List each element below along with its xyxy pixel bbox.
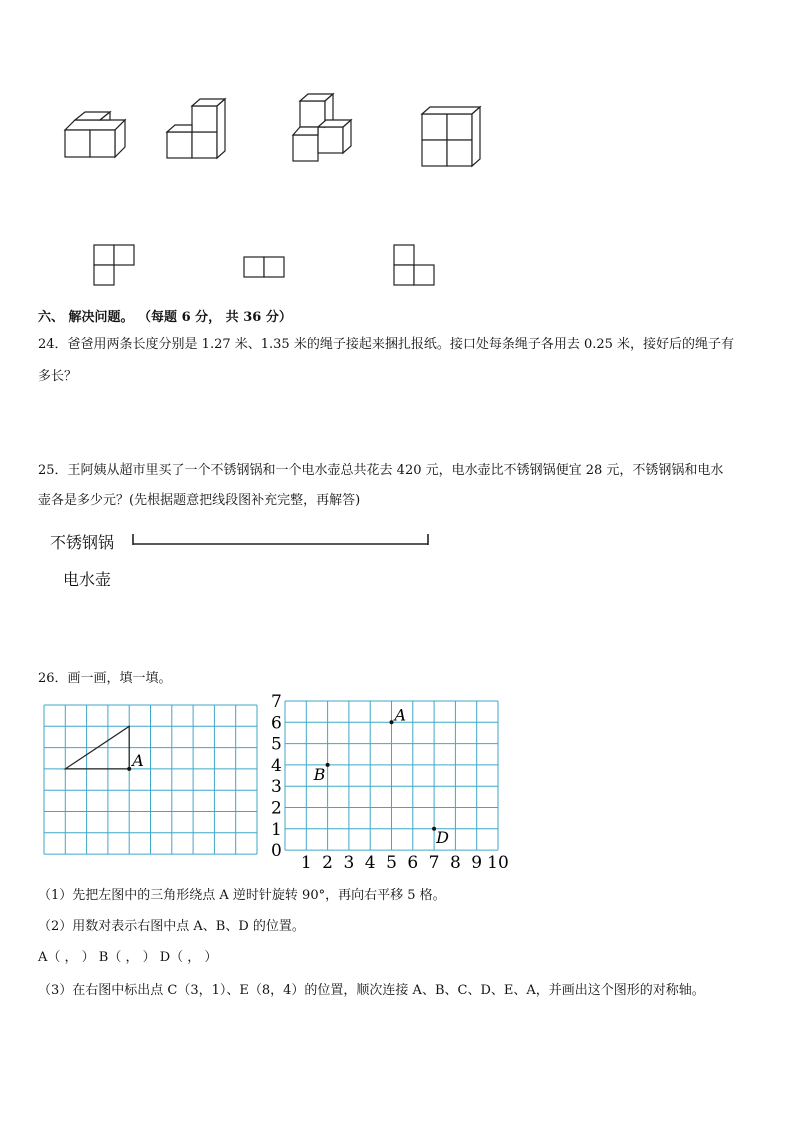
left-grid <box>43 704 258 859</box>
view-figure-2 <box>243 256 287 280</box>
question-26-sub1: （1）先把左图中的三角形绕点 A 逆时针旋转 90°，再向右平移 5 格。 <box>38 888 446 903</box>
point-a-label: A <box>394 705 407 725</box>
cube-figure-4 <box>420 106 485 170</box>
section-heading: 六、 解决问题。 （每题 6 分， 共 36 分） <box>38 310 292 325</box>
point-a <box>390 720 394 724</box>
question-26-title: 26．画一画，填一填。 <box>38 671 172 686</box>
x-tick-label: 2 <box>322 853 334 874</box>
x-tick-label: 3 <box>343 853 355 874</box>
segment-diagram <box>128 530 438 550</box>
point-b-label: B <box>313 764 326 784</box>
x-tick-label: 10 <box>487 853 509 874</box>
point-b <box>326 763 330 767</box>
y-tick-label: 1 <box>271 819 282 840</box>
question-25-line2: 壶各是多少元？(先根据题意把线段图补充完整，再解答) <box>38 493 361 508</box>
y-tick-label: 7 <box>271 692 282 712</box>
y-tick-label: 3 <box>271 777 282 798</box>
x-tick-label: 8 <box>449 853 461 874</box>
point-a-left <box>127 767 131 771</box>
y-tick-label: 4 <box>271 755 282 776</box>
y-tick-label: 5 <box>271 734 282 755</box>
x-tick-label: 6 <box>407 853 419 874</box>
question-24-line1: 24．爸爸用两条长度分别是 1.27 米、1.35 米的绳子接起来捆扎报纸。接口处每条绳子各用去 0.25 米，接好后的绳子有 <box>38 337 735 352</box>
question-26-sub2: （2）用数对表示右图中点 A、B、D 的位置。 <box>38 919 305 934</box>
view-figure-3 <box>393 244 437 288</box>
y-tick-label: 6 <box>271 713 282 734</box>
cube-figure-2 <box>164 98 234 160</box>
x-tick-label: 1 <box>300 853 312 874</box>
x-tick-label: 5 <box>386 853 397 874</box>
cube-figure-1 <box>60 110 130 160</box>
question-26-answer-line: A（ ， ） B（ ， ） D（ ， ） <box>38 950 218 965</box>
y-tick-label: 0 <box>271 841 282 862</box>
x-tick-label: 9 <box>471 853 483 874</box>
question-25-line1: 25．王阿姨从超市里买了一个不锈钢锅和一个电水壶总共花去 420 元，电水壶比不锈钢锅便宜 28 元，不锈钢锅和电水 <box>38 463 724 478</box>
right-grid <box>266 694 511 874</box>
x-tick-label: 4 <box>364 853 376 874</box>
point-a-left-label: A <box>132 750 144 770</box>
y-tick-label: 2 <box>271 798 282 819</box>
question-24-line2: 多长？ <box>38 369 78 384</box>
cube-figure-3 <box>290 93 365 165</box>
segment-label-kettle: 电水壶 <box>63 570 112 589</box>
view-figure-1 <box>93 244 137 288</box>
point-d-label: D <box>436 827 449 847</box>
x-tick-label: 7 <box>428 853 440 874</box>
segment-label-pot: 不锈钢锅 <box>50 533 115 552</box>
question-26-sub3: （3）在右图中标出点 C（3，1）、E（8，4）的位置，顺次连接 A、B、C、D、E、A，并画出这个图形的对称轴。 <box>38 983 705 998</box>
